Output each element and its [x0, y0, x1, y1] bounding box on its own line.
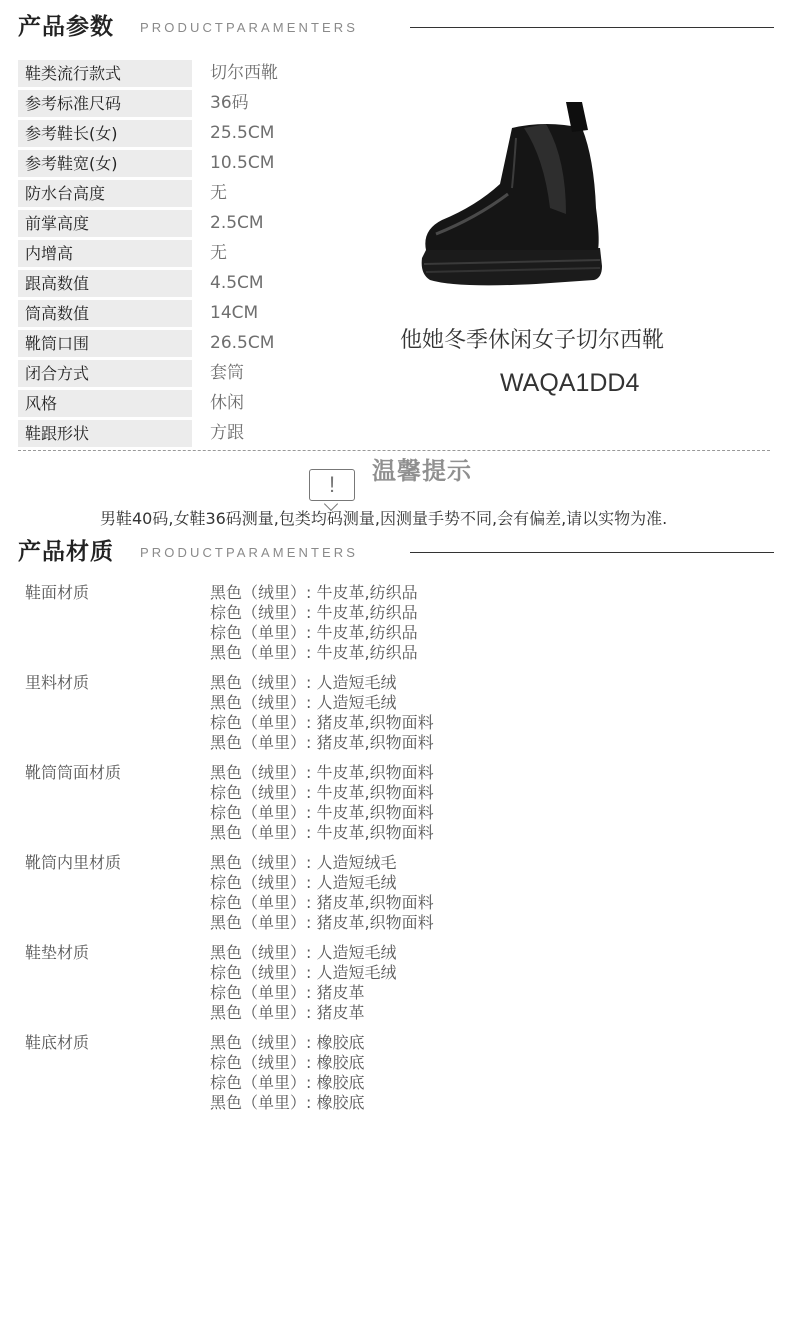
material-line: 棕色（单里）: 猪皮革,织物面料 — [210, 713, 434, 732]
material-line: 棕色（绒里）: 橡胶底 — [210, 1053, 365, 1072]
params-table — [18, 59, 398, 449]
material-line: 棕色（绒里）: 牛皮革,织物面料 — [210, 783, 434, 802]
param-row — [18, 329, 398, 359]
material-lines — [210, 763, 434, 843]
material-line: 黑色（单里）: 牛皮革,纺织品 — [210, 643, 418, 662]
section-title: 产品参数 — [18, 14, 114, 40]
param-key: 前掌高度 — [18, 210, 192, 237]
material-line: 黑色（单里）: 猪皮革,织物面料 — [210, 733, 434, 752]
param-value: 方跟 — [210, 423, 244, 443]
material-group — [25, 763, 745, 853]
material-line: 棕色（单里）: 猪皮革 — [210, 983, 365, 1002]
material-label: 靴筒筒面材质 — [25, 763, 122, 782]
param-key: 鞋类流行款式 — [18, 60, 192, 87]
param-row — [18, 299, 398, 329]
param-key: 内增高 — [18, 240, 192, 267]
material-label: 鞋垫材质 — [25, 943, 90, 962]
material-label: 里料材质 — [25, 673, 90, 692]
section-divider — [410, 552, 774, 553]
param-row — [18, 359, 398, 389]
param-value: 切尔西靴 — [210, 63, 278, 83]
param-key: 筒高数值 — [18, 300, 192, 327]
dashed-divider — [18, 450, 770, 451]
material-group — [25, 583, 745, 673]
material-label: 靴筒内里材质 — [25, 853, 122, 872]
product-model: WAQA1DD4 — [500, 369, 640, 397]
material-line: 黑色（单里）: 牛皮革,织物面料 — [210, 823, 434, 842]
materials-list — [25, 583, 745, 1123]
material-line: 黑色（单里）: 猪皮革 — [210, 1003, 365, 1022]
param-key: 跟高数值 — [18, 270, 192, 297]
material-line: 黑色（绒里）: 人造短毛绒 — [210, 943, 397, 962]
material-line: 棕色（单里）: 牛皮革,织物面料 — [210, 803, 434, 822]
param-row — [18, 209, 398, 239]
material-group — [25, 1033, 745, 1123]
material-lines — [210, 583, 418, 663]
param-row — [18, 149, 398, 179]
param-row — [18, 239, 398, 269]
product-name: 他她冬季休闲女子切尔西靴 — [400, 328, 665, 353]
warning-bubble-icon: ! — [309, 469, 355, 501]
section-header-params — [18, 12, 774, 42]
section-title: 产品材质 — [18, 539, 114, 565]
param-value: 14CM — [210, 303, 259, 323]
param-value: 无 — [210, 243, 227, 263]
material-line: 黑色（绒里）: 牛皮革,纺织品 — [210, 583, 418, 602]
material-line: 棕色（单里）: 牛皮革,纺织品 — [210, 623, 418, 642]
material-lines — [210, 943, 396, 1023]
material-line: 棕色（单里）: 橡胶底 — [210, 1073, 365, 1092]
param-key: 风格 — [18, 390, 192, 417]
param-row — [18, 179, 398, 209]
section-divider — [410, 27, 774, 28]
param-key: 参考标准尺码 — [18, 90, 192, 117]
material-group — [25, 853, 745, 943]
param-key: 防水台高度 — [18, 180, 192, 207]
material-label: 鞋面材质 — [25, 583, 90, 602]
param-key: 靴筒口围 — [18, 330, 192, 357]
param-key: 鞋跟形状 — [18, 420, 192, 447]
material-line: 棕色（单里）: 猪皮革,织物面料 — [210, 893, 434, 912]
material-line: 棕色（绒里）: 人造短毛绒 — [210, 873, 397, 892]
param-row — [18, 269, 398, 299]
material-group — [25, 673, 745, 763]
material-line: 黑色（绒里）: 牛皮革,织物面料 — [210, 763, 434, 782]
param-value: 26.5CM — [210, 333, 275, 353]
param-value: 10.5CM — [210, 153, 275, 173]
material-line: 黑色（绒里）: 人造短毛绒 — [210, 673, 397, 692]
param-row — [18, 89, 398, 119]
param-row — [18, 119, 398, 149]
param-key: 参考鞋宽(女) — [18, 150, 192, 177]
material-line: 黑色（绒里）: 橡胶底 — [210, 1033, 365, 1052]
param-row — [18, 419, 398, 449]
param-value: 4.5CM — [210, 273, 264, 293]
param-value: 36码 — [210, 93, 249, 113]
param-value: 休闲 — [210, 393, 244, 413]
material-group — [25, 943, 745, 1033]
param-value: 无 — [210, 183, 227, 203]
param-value: 套筒 — [210, 363, 244, 383]
material-line: 棕色（绒里）: 人造短毛绒 — [210, 963, 397, 982]
chelsea-boot-icon — [416, 98, 606, 290]
param-value: 25.5CM — [210, 123, 275, 143]
param-key: 参考鞋长(女) — [18, 120, 192, 147]
section-header-materials — [18, 537, 774, 567]
param-value: 2.5CM — [210, 213, 264, 233]
section-subtitle: PRODUCTPARAMENTERS — [140, 545, 359, 560]
tip-text: 男鞋40码,女鞋36码测量,包类均码测量,因测量手势不同,会有偏差,请以实物为准. — [100, 509, 668, 528]
param-key: 闭合方式 — [18, 360, 192, 387]
material-line: 黑色（绒里）: 人造短毛绒 — [210, 693, 397, 712]
material-lines — [210, 853, 434, 933]
material-line: 黑色（单里）: 橡胶底 — [210, 1093, 365, 1112]
material-lines — [210, 1033, 364, 1113]
material-line: 黑色（绒里）: 人造短绒毛 — [210, 853, 397, 872]
material-label: 鞋底材质 — [25, 1033, 90, 1052]
param-row — [18, 389, 398, 419]
tip-title: 温馨提示 — [372, 457, 472, 485]
material-line: 黑色（单里）: 猪皮革,织物面料 — [210, 913, 434, 932]
section-subtitle: PRODUCTPARAMENTERS — [140, 20, 359, 35]
material-lines — [210, 673, 434, 753]
param-row — [18, 59, 398, 89]
material-line: 棕色（绒里）: 牛皮革,纺织品 — [210, 603, 418, 622]
